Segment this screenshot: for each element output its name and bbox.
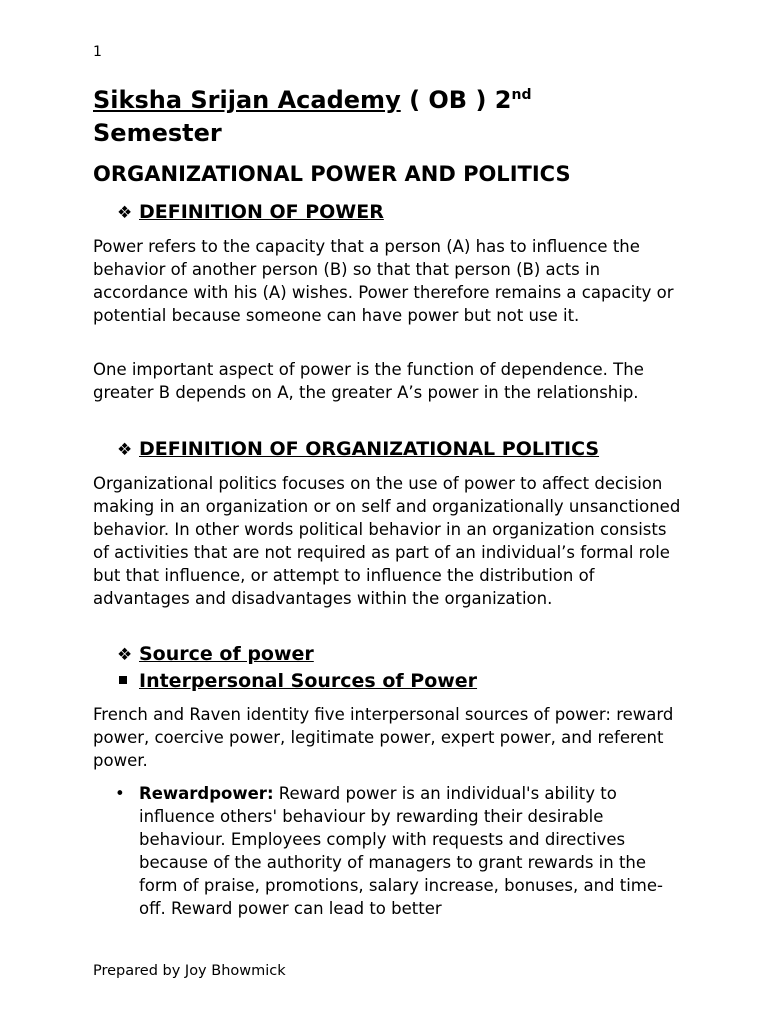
diamond-bullet-icon: ❖ xyxy=(117,203,133,223)
page-number: 1 xyxy=(93,44,102,60)
main-heading: ORGANIZATIONAL POWER AND POLITICS xyxy=(93,162,571,186)
section-heading-label: DEFINITION OF POWER xyxy=(139,201,384,223)
paragraph-interpersonal-intro: French and Raven identity five interpersonal sources of power: reward power, coercive power, legitimate power, expert power, and referent power. xyxy=(93,705,674,770)
section-heading-definition-of-politics xyxy=(117,436,599,463)
page-footer: Prepared by Joy Bhowmick xyxy=(93,963,286,979)
list-item-body: Reward power is an individual's ability to influence others' behaviour by rewarding their desirable behaviour. Employees comply with requests and directives because of the authority of managers to grant rewards in the form of praise, promotions, salary increase, bonuses, and time-off. Reward power can lead to better xyxy=(139,784,663,918)
academy-name: Siksha Srijan Academy xyxy=(93,86,401,114)
course-label: ( OB ) 2 xyxy=(400,86,512,114)
section-heading-source-of-power xyxy=(117,641,314,668)
paragraph-power-definition: Power refers to the capacity that a person (A) has to influence the behavior of another person (B) so that that person (B) acts in accordance with his (A) wishes. Power therefore remains a capacity or potential because someone can have power but not use it. xyxy=(93,237,674,325)
list-item-term: Rewardpower: xyxy=(139,784,274,803)
square-bullet-icon xyxy=(119,676,127,684)
paragraph-politics-definition: Organizational politics focuses on the use of power to affect decision making in an organization or on self and organizationally unsanctioned behavior. In other words political behavior in an organization consists of activities that are not required as part of an individual’s formal role but that influence, or attempt to influence the distribution of advantages and disadvantages within the organization. xyxy=(93,474,681,608)
ordinal-superscript: nd xyxy=(511,87,532,103)
document-title xyxy=(93,84,683,150)
paragraph-power-dependence: One important aspect of power is the function of dependence. The greater B depends on A, the greater A’s power in the relationship. xyxy=(93,360,644,402)
section-heading-label: Source of power xyxy=(139,643,314,665)
section-heading-definition-of-power xyxy=(117,199,384,226)
section-heading-label: DEFINITION OF ORGANIZATIONAL POLITICS xyxy=(139,438,600,460)
subheading-label: Interpersonal Sources of Power xyxy=(139,670,478,692)
list-item-text xyxy=(139,782,683,920)
semester-label: Semester xyxy=(93,119,222,147)
subheading-interpersonal-sources xyxy=(117,668,477,694)
diamond-bullet-icon: ❖ xyxy=(117,645,133,665)
round-bullet-icon: • xyxy=(115,784,125,803)
diamond-bullet-icon: ❖ xyxy=(117,440,133,460)
